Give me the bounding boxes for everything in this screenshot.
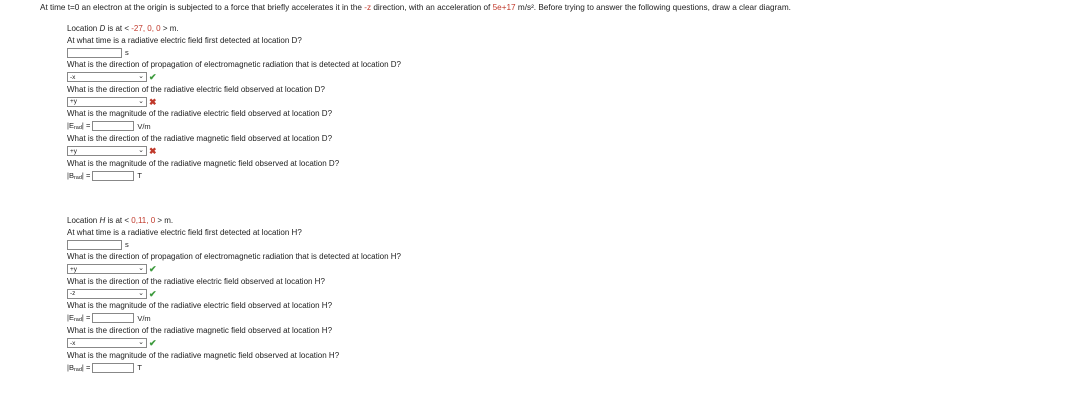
- b-magnitude-unit: T: [137, 171, 142, 181]
- incorrect-x-icon: ✖: [149, 96, 157, 107]
- b-magnitude-label: [67, 363, 90, 373]
- correct-check-icon: ✔: [149, 338, 157, 349]
- e-direction-value: -z: [70, 290, 76, 298]
- intro-prefix: At time t=0 an electron at the origin is subjected to a force that briefly accelerates it in the: [40, 3, 365, 12]
- chevron-down-icon: ⌄: [138, 73, 144, 81]
- chevron-down-icon: ⌄: [138, 97, 144, 105]
- time-input[interactable]: [67, 240, 122, 250]
- e-magnitude-unit: V/m: [137, 313, 151, 323]
- question-time: At what time is a radiative electric field first detected at location H?: [67, 227, 302, 237]
- header-mid: is at <: [105, 24, 132, 33]
- question-b-direction: What is the direction of the radiative magnetic field observed at location D?: [67, 133, 333, 143]
- answer-time-row: [67, 238, 767, 251]
- chevron-down-icon: ⌄: [138, 289, 144, 297]
- e-magnitude-input[interactable]: [92, 313, 134, 323]
- answer-b-direction-row: [67, 337, 767, 350]
- b-direction-value: +y: [70, 147, 78, 155]
- b-magnitude-label: [67, 171, 90, 181]
- location-name: H: [99, 216, 106, 225]
- b-sub: rad: [73, 366, 82, 373]
- intro-direction: -z: [364, 3, 372, 12]
- b-sub: rad: [73, 174, 82, 181]
- time-input[interactable]: [67, 48, 122, 58]
- b-magnitude-unit: T: [137, 363, 142, 373]
- b-label: |B: [67, 170, 74, 180]
- header-suffix: > m.: [155, 216, 174, 225]
- answer-e-direction-row: [67, 287, 767, 300]
- location-d-section: [67, 23, 767, 182]
- header-mid: is at <: [105, 216, 132, 225]
- propagation-select[interactable]: [67, 72, 147, 82]
- e-label: |E: [67, 313, 74, 323]
- question-time: At what time is a radiative electric field first detected at location D?: [67, 35, 302, 45]
- answer-e-magnitude-row: [67, 120, 767, 133]
- intro-acceleration: 5e+17: [492, 3, 516, 12]
- e-direction-value: +y: [70, 98, 78, 106]
- b-label: |B: [67, 362, 74, 372]
- b-direction-select[interactable]: [67, 146, 147, 156]
- intro-suffix: m/s². Before trying to answer the following questions, draw a clear diagram.: [515, 3, 791, 12]
- question-b-magnitude: What is the magnitude of the radiative magnetic field observed at location D?: [67, 158, 340, 168]
- location-name: D: [99, 24, 106, 33]
- location-h-section: [67, 215, 767, 374]
- correct-check-icon: ✔: [149, 264, 157, 275]
- b-direction-value: -x: [70, 339, 76, 347]
- time-unit: s: [125, 48, 129, 58]
- answer-propagation-row: [67, 263, 767, 276]
- location-coords: -27, 0, 0: [131, 24, 161, 33]
- question-b-magnitude: What is the magnitude of the radiative magnetic field observed at location H?: [67, 350, 340, 360]
- b-direction-select[interactable]: [67, 338, 147, 348]
- e-eq: | =: [81, 313, 91, 323]
- e-label: |E: [67, 121, 74, 131]
- time-unit: s: [125, 240, 129, 250]
- answer-e-magnitude-row: [67, 312, 767, 325]
- location-coords: 0,11, 0: [131, 216, 156, 225]
- propagation-select[interactable]: [67, 264, 147, 274]
- e-sub: rad: [73, 125, 82, 132]
- answer-b-direction-row: [67, 145, 767, 158]
- question-e-magnitude: What is the magnitude of the radiative electric field observed at location D?: [67, 109, 333, 119]
- answer-e-direction-row: [67, 95, 767, 108]
- answer-propagation-row: [67, 71, 767, 84]
- b-eq: | =: [81, 170, 91, 180]
- question-e-magnitude: What is the magnitude of the radiative electric field observed at location H?: [67, 301, 333, 311]
- correct-check-icon: ✔: [149, 288, 157, 299]
- e-sub: rad: [73, 317, 82, 324]
- header-suffix: > m.: [160, 24, 179, 33]
- chevron-down-icon: ⌄: [138, 339, 144, 347]
- answer-time-row: [67, 46, 767, 59]
- propagation-value: +y: [70, 265, 78, 273]
- b-eq: | =: [81, 362, 91, 372]
- question-propagation: What is the direction of propagation of electromagnetic radiation that is detected at location H?: [67, 252, 401, 262]
- question-b-direction: What is the direction of the radiative magnetic field observed at location H?: [67, 325, 333, 335]
- answer-b-magnitude-row: [67, 169, 767, 182]
- e-eq: | =: [81, 121, 91, 131]
- question-e-direction: What is the direction of the radiative electric field observed at location H?: [67, 276, 325, 286]
- b-magnitude-input[interactable]: [92, 363, 134, 373]
- e-magnitude-label: [67, 313, 90, 323]
- header-prefix: Location: [67, 216, 100, 225]
- propagation-value: -x: [70, 73, 76, 81]
- b-magnitude-input[interactable]: [92, 171, 134, 181]
- e-magnitude-input[interactable]: [92, 121, 134, 131]
- e-direction-select[interactable]: [67, 97, 147, 107]
- correct-check-icon: ✔: [149, 72, 157, 83]
- chevron-down-icon: ⌄: [138, 265, 144, 273]
- chevron-down-icon: ⌄: [138, 147, 144, 155]
- header-prefix: Location: [67, 24, 100, 33]
- e-magnitude-unit: V/m: [137, 121, 151, 131]
- incorrect-x-icon: ✖: [149, 146, 157, 157]
- e-direction-select[interactable]: [67, 289, 147, 299]
- question-propagation: What is the direction of propagation of electromagnetic radiation that is detected at location D?: [67, 60, 401, 70]
- answer-b-magnitude-row: [67, 361, 767, 374]
- location-d-header: [67, 23, 767, 35]
- problem-statement: [40, 3, 791, 12]
- e-magnitude-label: [67, 121, 90, 131]
- intro-middle: direction, with an acceleration of: [371, 3, 493, 12]
- location-h-header: [67, 215, 767, 227]
- question-e-direction: What is the direction of the radiative electric field observed at location D?: [67, 84, 325, 94]
